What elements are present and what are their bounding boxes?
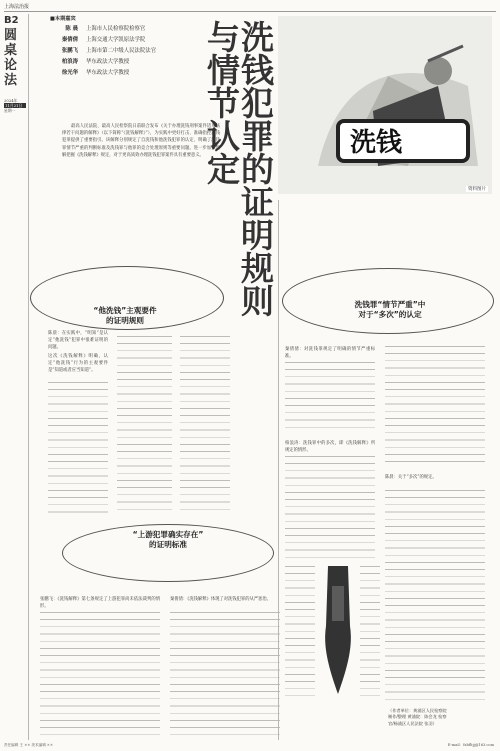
illustration bbox=[278, 16, 492, 194]
section1-text-lines bbox=[180, 336, 230, 516]
section1-text-lines bbox=[117, 336, 172, 516]
hand-illustration bbox=[318, 566, 358, 696]
margin-divider bbox=[28, 14, 29, 740]
section3-text-lines bbox=[40, 612, 160, 738]
issue-date: 11月21日 bbox=[4, 103, 26, 108]
paper-name: 上海法治报 bbox=[4, 4, 30, 10]
column-name: 圆桌论法 bbox=[4, 28, 18, 88]
section2-snippet3: 陈晨：关于“多次”的规定。 bbox=[385, 475, 437, 480]
footer-left: 责任编辑 王 ×× 美术编辑 ×× bbox=[4, 743, 53, 747]
section2-text-lines bbox=[385, 490, 485, 704]
section3-text-lines bbox=[170, 612, 280, 738]
section2-snippet: 秦倩倩：对洗钱罪规定了明确的情节严重标准。 bbox=[285, 347, 375, 360]
guest-row: 徐光华 华东政法大学教授 bbox=[61, 70, 130, 76]
section2-text-lines bbox=[285, 566, 315, 696]
top-rule bbox=[4, 11, 496, 12]
section2-text-lines bbox=[385, 346, 485, 468]
guest-row: 陈 晨 上海市人民检察院检察官 bbox=[65, 26, 146, 32]
guest-row: 张鹏飞 上海市第二中级人民法院法官 bbox=[61, 48, 157, 54]
intro-text: 最高人民法院、最高人民检察院日前联合发布《关于办理洗钱刑事案件适用法律若干问题的解释》（以下简称“《洗钱解释》”），为实践中更好打击、准确指控洗钱犯罪提供了重要指引。该解释分别规定了自洗钱和他洗钱犯罪的认定、明确了洗钱罪情节严重的判断标准及洗钱罪与他罪的竞合处理原则等重要问题。进一步加强理解把握《洗钱解释》规定，对于更高质效办理洗钱犯罪案件具有重要意义。 bbox=[62, 124, 220, 158]
headline: 洗钱犯罪的证明规则与情节认定 bbox=[202, 20, 275, 317]
guest-row: 秦倩倩 上海交通大学凯原法学院 bbox=[61, 37, 146, 43]
section1-text-lines bbox=[48, 382, 108, 516]
section3-snippet2: 秦倩倩：《洗钱解释》体现了对洗钱犯罪的从严惩治。 bbox=[170, 597, 271, 602]
guest-row: 柏浪涛 华东政法大学教授 bbox=[61, 59, 130, 65]
section3-snippet: 张鹏飞：《洗钱解释》第七条规定了上游犯罪尚未依法裁判的情形。 bbox=[40, 597, 160, 610]
margin-column bbox=[4, 15, 26, 113]
section2-title: 洗钱罪“情节严重”中 对于“多次”的认定 bbox=[354, 300, 426, 319]
image-caption: 资料图片 bbox=[468, 187, 486, 192]
footnote: （作者单位：黄浦区人民检察院 制作/整理 黄浦院：陈会龙 检察 官/杨浦区人民法院 张羽） bbox=[388, 708, 447, 726]
image-text: 洗钱 bbox=[350, 128, 403, 158]
section1-snippet: 陈晨：在实践中，“明知”是认定“他洗钱”犯罪中很难证明的问题。 bbox=[48, 331, 108, 351]
section2-text-lines bbox=[285, 362, 375, 434]
section1-title: “他洗钱”主观要件 的证明规则 bbox=[93, 306, 157, 325]
footer-right: E-mail：fzbfltjj@163.com bbox=[447, 743, 494, 747]
guests-title: ■本期嘉宾 bbox=[50, 16, 76, 22]
issue-weekday: 星期一 bbox=[4, 108, 16, 113]
guests-box bbox=[50, 15, 210, 79]
section2-snippet2: 柏浪涛：洗钱罪中的多次，即《洗钱解释》所规定的情形。 bbox=[285, 441, 375, 454]
section2-text-lines bbox=[360, 566, 380, 696]
issue-year: 2024年 bbox=[4, 98, 18, 103]
page-code: B2 bbox=[4, 15, 19, 26]
section2-text-lines bbox=[285, 456, 375, 560]
section1-snippet2: 这次《洗钱解释》明确，认定“他洗钱”行为的主观要件是“知道或者应当知道”。 bbox=[48, 354, 108, 374]
column-divider bbox=[278, 200, 279, 740]
section3-title: “上游犯罪确实存在” 的证明标准 bbox=[132, 530, 204, 549]
